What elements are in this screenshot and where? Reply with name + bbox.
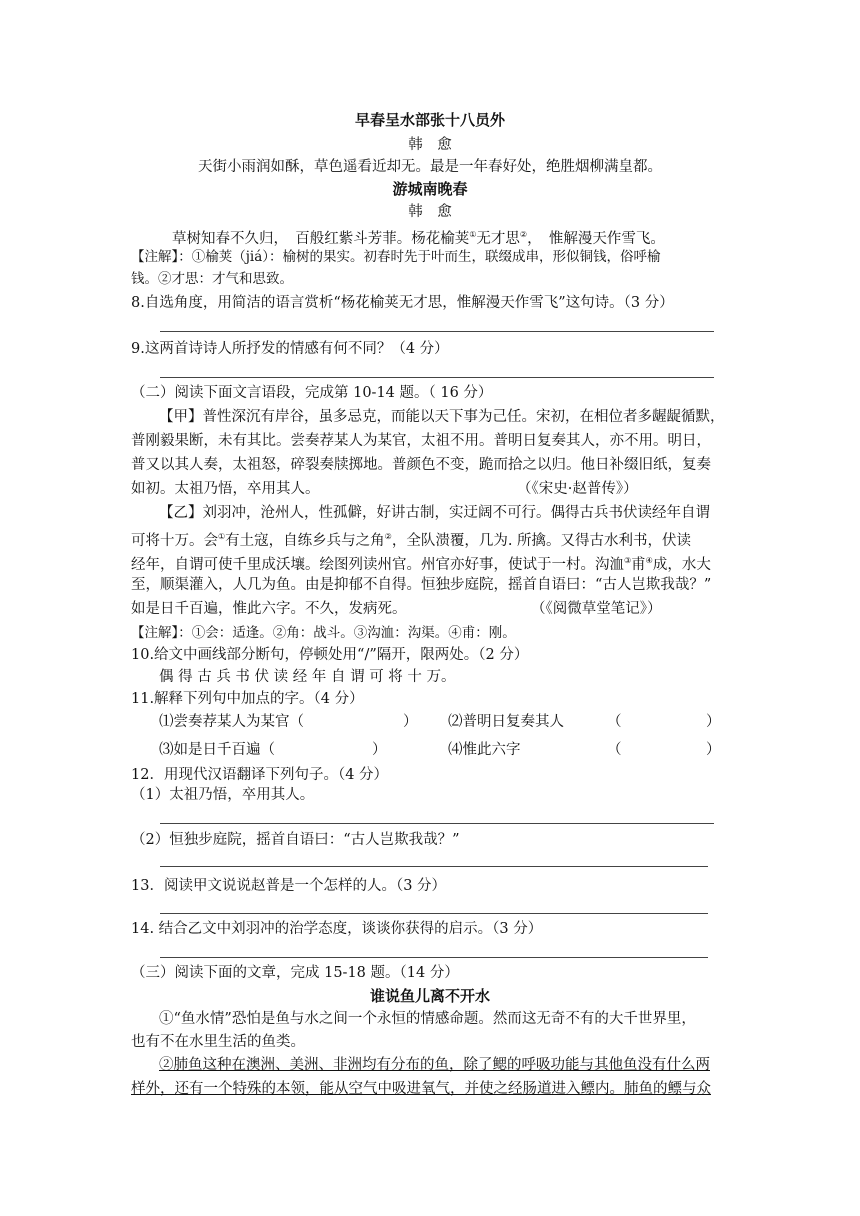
section2-heading: （二）阅读下面文言语段，完成第 10-14 题。（ 16 分） — [131, 385, 493, 401]
q11-item1-close: ） — [403, 714, 418, 730]
question-11: 11.解释下列句中加点的字。（4 分） — [131, 691, 364, 707]
q11-item2: ⑵普明日复奏其人 — [448, 714, 564, 730]
question-12-2: （2）恒独步庭院，摇首自语曰：“古人岂欺我哉？” — [131, 832, 460, 848]
answer-line-12-1[interactable] — [160, 823, 714, 824]
question-13: 13．阅读甲文说说赵普是一个怎样的人。（3 分） — [131, 878, 447, 894]
q11-item3: ⑶如是日千百遍（ — [159, 742, 275, 758]
q11-item1: ⑴尝奏荐某人为某官（ — [159, 714, 304, 730]
question-10-text: 偶 得 古 兵 书 伏 读 经 年 自 谓 可 将 十 万。 — [159, 669, 456, 685]
note1-line2: 钱。②才思：才气和思致。 — [131, 271, 293, 287]
poem2-text: 草树知春不久归， 百般红紫斗芳菲。杨花榆荚①无才思②， 惟解漫天作雪飞。 — [172, 230, 665, 247]
yi-line3: 经年，自谓可使千里成沃壤。绘图列读州官。州官亦好事，使试于一村。沟洫③甫④成，水大 — [131, 556, 711, 573]
q11-item4: ⑷惟此六字 — [448, 742, 521, 758]
p2-line2: 样外，还有一个特殊的本领，能从空气中吸进氧气，并使之经肠道进入鳔内。肺鱼的鳔与众 — [131, 1081, 711, 1097]
question-12-1: （1）太祖乃悟，卒用其人。 — [131, 787, 315, 803]
q11-item3-close: ） — [372, 742, 387, 758]
yi-source: （《阅微草堂笔记》） — [531, 601, 662, 617]
q11-item4-open: （ — [607, 742, 622, 758]
p2-line1: ②肺鱼这种在澳洲、美洲、非洲均有分布的鱼，除了鳃的呼吸功能与其他鱼没有什么两 — [159, 1057, 710, 1073]
question-10: 10.给文中画线部分断句，停顿处用“/”隔开，限两处。（2 分） — [131, 647, 529, 663]
note2: 【注解】：①会：适逢。②角：战斗。③沟洫：沟渠。④甫：刚。 — [131, 625, 516, 641]
question-8: 8.自选角度，用简洁的语言赏析“杨花榆荚无才思，惟解漫天作雪飞”这句诗。（3 分） — [131, 295, 674, 311]
answer-line-12-2[interactable] — [160, 866, 708, 867]
section3-heading: （三）阅读下面的文章，完成 15-18 题。（14 分） — [131, 965, 459, 981]
answer-line-9[interactable] — [160, 377, 714, 378]
q11-item2-open: （ — [607, 714, 622, 730]
answer-line-14[interactable] — [160, 957, 708, 958]
jia-line4: 如初。太祖乃悟，卒用其人。 — [131, 481, 320, 497]
question-12: 12．用现代汉语翻译下列句子。（4 分） — [131, 767, 389, 783]
question-9: 9.这两首诗诗人所抒发的情感有何不同？（4 分） — [131, 341, 449, 357]
answer-line-13[interactable] — [160, 913, 708, 914]
yi-line2: 可将十万。会①有土寇，自练乡兵与之角②，全队溃覆，几为. 所擒。又得古水利书，伏读 — [131, 532, 692, 549]
poem1-title: 早春呈水部张十八员外 — [354, 111, 505, 129]
poem1-text: 天街小雨润如酥，草色遥看近却无。最是一年春好处，绝胜烟柳满皇都。 — [198, 159, 662, 175]
jia-line1: 【甲】普性深沉有岸谷，虽多忌克，而能以天下事为己任。宋初，在相位者多龌龊循默， — [159, 409, 725, 425]
yi-line5: 如是日千百遍，惟此六字。不久，发病死。 — [131, 601, 407, 617]
jia-line2: 普刚毅果断，未有其比。尝奏荐某人为某官，太祖不用。普明日复奏其人，亦不用。明日， — [131, 433, 711, 449]
poem2-author: 韩 愈 — [408, 204, 452, 220]
p1-line1: ①“鱼水情”恐怕是鱼与水之间一个永恒的情感命题。然而这无奇不有的大千世界里， — [159, 1011, 696, 1027]
yi-line4: 至，顺渠灌入，人几为鱼。由是抑郁不自得。恒独步庭院，摇首自语曰：“古人岂欺我哉？” — [131, 577, 712, 593]
yi-line1: 【乙】刘羽冲，沧州人，性孤僻，好讲古制，实迂阔不可行。偶得古兵书伏读经年自谓 — [159, 505, 710, 521]
question-14: 14. 结合乙文中刘羽冲的治学态度，谈谈你获得的启示。（3 分） — [131, 921, 543, 937]
q11-item4-close: ） — [706, 742, 721, 758]
poem2-title: 游城南晚春 — [392, 180, 468, 198]
q11-item2-close: ） — [706, 714, 721, 730]
answer-line-8[interactable] — [160, 331, 714, 332]
jia-source: （《宋史·赵普传》） — [517, 481, 638, 497]
article-title: 谁说鱼儿离不开水 — [369, 987, 490, 1005]
p1-line2: 也有不在水里生活的鱼类。 — [131, 1034, 305, 1050]
note1-line1: 【注解】：①榆荚（jiá）：榆树的果实。初春时先于叶而生，联缀成串，形似铜钱，俗呼榆 — [131, 249, 661, 265]
jia-line3: 普又以其人奏，太祖怒，碎裂奏牍掷地。普颜色不变，跪而拾之以归。他日补缀旧纸，复奏 — [131, 457, 711, 473]
poem1-author: 韩 愈 — [408, 137, 452, 153]
